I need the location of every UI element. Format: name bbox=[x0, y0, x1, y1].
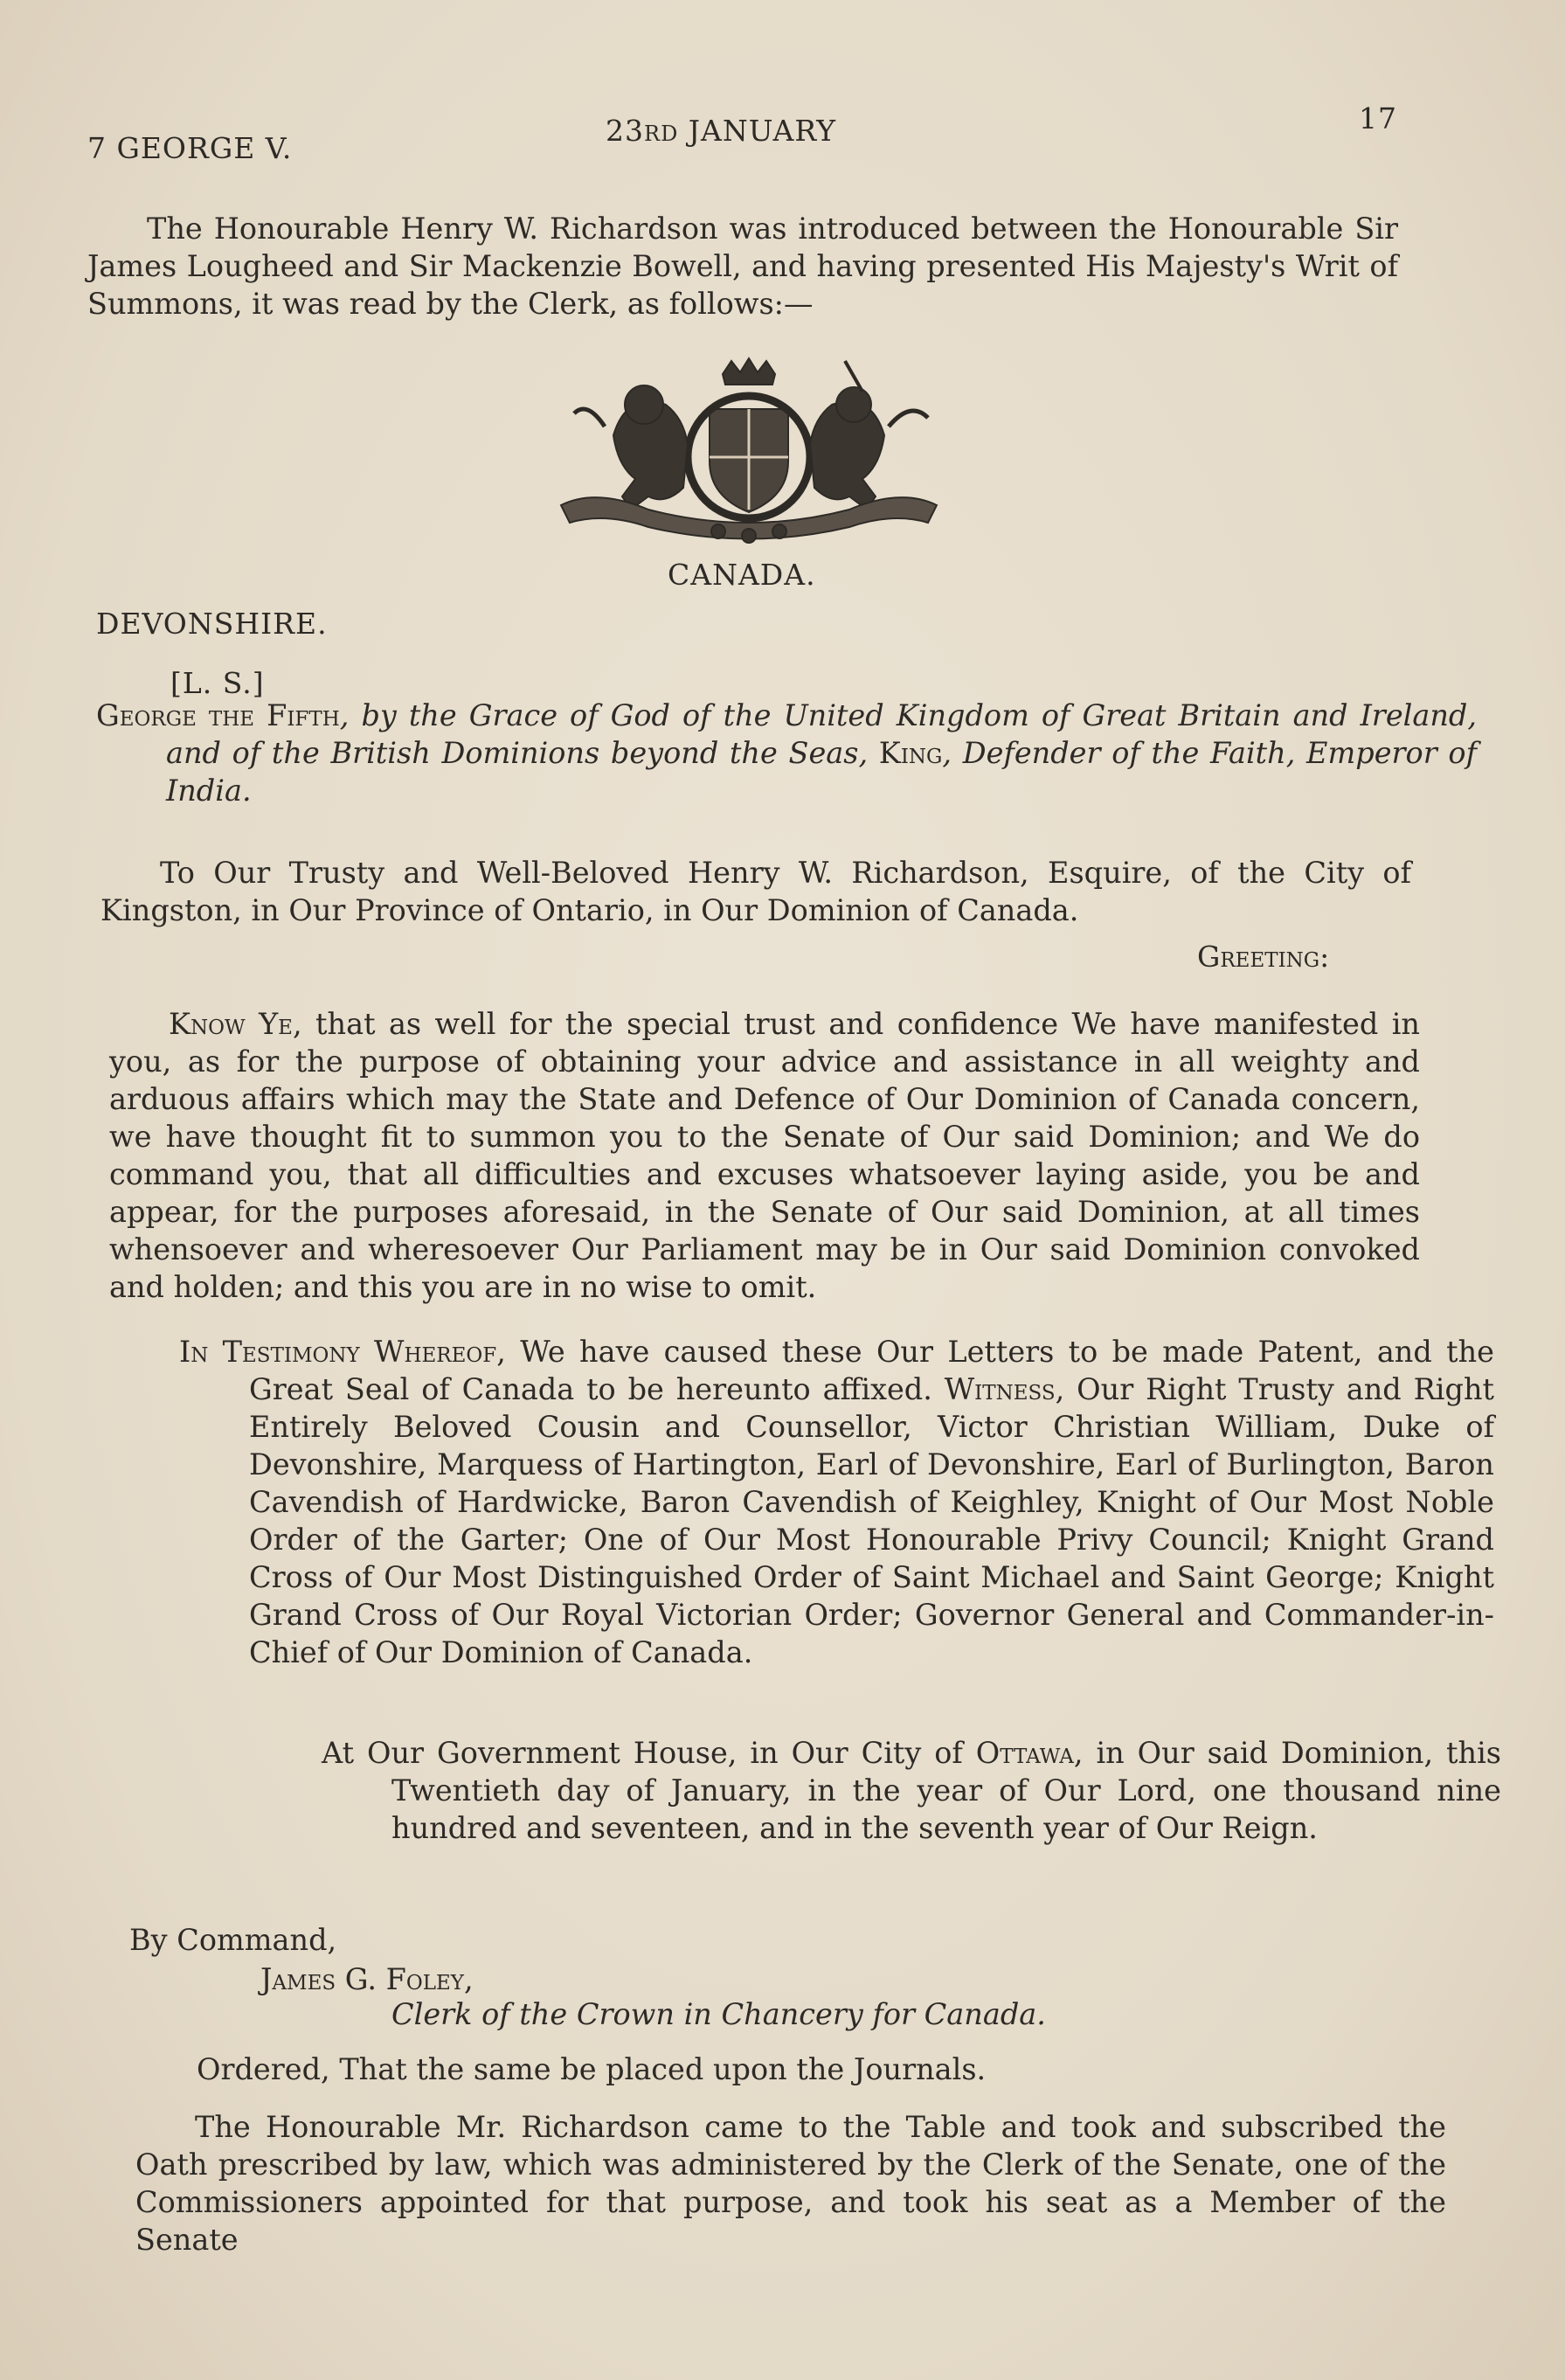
testimony-paragraph bbox=[179, 1333, 1494, 1671]
governor-signature: DEVONSHIRE. bbox=[96, 607, 328, 641]
testimony-text: , We have caused these Our Letters to be made Patent, and the Great Seal of Canada to be hereunto affixed. bbox=[249, 1335, 1495, 1406]
witness-label: Witness bbox=[944, 1372, 1056, 1406]
given-at-city: Ottawa bbox=[975, 1736, 1074, 1770]
seal-mark: [L. S.] bbox=[170, 666, 265, 700]
signatory-name: James G. Foley, bbox=[260, 1962, 474, 1996]
royal-style-text-2: , Defender of the Faith, Emperor of India. bbox=[166, 736, 1477, 808]
by-command: By Command, bbox=[129, 1923, 337, 1957]
closing-paragraph bbox=[135, 2108, 1446, 2259]
header-regnal-year: 7 GEORGE V. bbox=[87, 131, 293, 165]
country-heading: CANADA. bbox=[668, 558, 816, 592]
addressee-paragraph bbox=[100, 854, 1411, 929]
page-number: 17 bbox=[1359, 101, 1397, 135]
addressee-text: To Our Trusty and Well-Beloved Henry W. Richardson, Esquire, of the City of Kingston, in Our Province of Ontario, in Our Dominion of Canada. bbox=[100, 856, 1411, 927]
ordered-text: Ordered, That the same be placed upon the Journals. bbox=[197, 2052, 987, 2086]
know-ye-text bbox=[109, 1005, 1420, 1306]
intro-paragraph bbox=[87, 210, 1398, 323]
signatory-title: Clerk of the Crown in Chancery for Canada. bbox=[391, 1997, 1046, 2031]
know-ye-body: , that as well for the special trust and confidence We have manifested in you, as for the purpose of obtaining your advice and assistance in all weighty and arduous affairs which may the State and Defence of Our Dominion of Canada concern, we have thought fit to summon you to the Senate of Our said Dominion; and We do command you, that all difficulties and excuses whatsoever laying aside, you be and appear, for the purposes aforesaid, in the Senate of Our said Dominion, at all times whensoever and wheresoever Our Parliament may be in Our said Dominion convoked and holden; and this you are in no wise to omit. bbox=[109, 1007, 1421, 1304]
royal-style-text: , by the Grace of God of the United Kingdom of Great Britain and Ireland, and of the British Dominions beyond the Seas, bbox=[166, 698, 1477, 770]
given-at-text-2: , in Our said Dominion, this Twentieth day of January, in the year of Our Lord, one thousand nine hundred and seventeen, and in the seventh year of Our Reign. bbox=[391, 1736, 1501, 1845]
testimony-lead: In Testimony Whereof bbox=[179, 1335, 497, 1369]
closing-text: The Honourable Mr. Richardson came to the Table and took and subscribed the Oath prescribed by law, which was administered by the Clerk of the Senate, one of the Commissioners appointed for that purpose, and took his seat as a Member of the Senate bbox=[135, 2110, 1446, 2257]
know-ye-paragraph bbox=[109, 1005, 1420, 1306]
know-ye-lead: Know Ye bbox=[169, 1007, 293, 1041]
intro-text: The Honourable Henry W. Richardson was introduced between the Honourable Sir James Lougheed and Sir Mackenzie Bowell, and having presented His Majesty's Writ of Summons, it was read by the Clerk, as follows:— bbox=[87, 212, 1398, 321]
king-title: King bbox=[878, 736, 943, 770]
header-date: 23RD JANUARY bbox=[606, 114, 836, 148]
greeting: Greeting: bbox=[1197, 940, 1330, 974]
royal-coat-of-arms-icon bbox=[544, 357, 954, 545]
testimony-text-2: , Our Right Trusty and Right Entirely Beloved Cousin and Counsellor, Victor Christian William, Duke of Devonshire, Marquess of Hartington, Earl of Devonshire, Earl of Burlington, Baron Cavendish of Hardwicke, Baron Cavendish of Keighley, Knight of Our Most Noble Order of the Garter; One of Our Most Honourable Privy Council; Knight Grand Cross of Our Most Distinguished Order of Saint Michael and Saint George; Knight Grand Cross of Our Royal Victorian Order; Governor General and Commander-in-Chief of Our Dominion of Canada. bbox=[249, 1372, 1494, 1669]
king-name: George the Fifth bbox=[96, 698, 340, 732]
royal-style bbox=[96, 697, 1477, 809]
given-at-paragraph bbox=[322, 1734, 1501, 1847]
given-at-text: At Our Government House, in Our City of bbox=[322, 1736, 976, 1770]
